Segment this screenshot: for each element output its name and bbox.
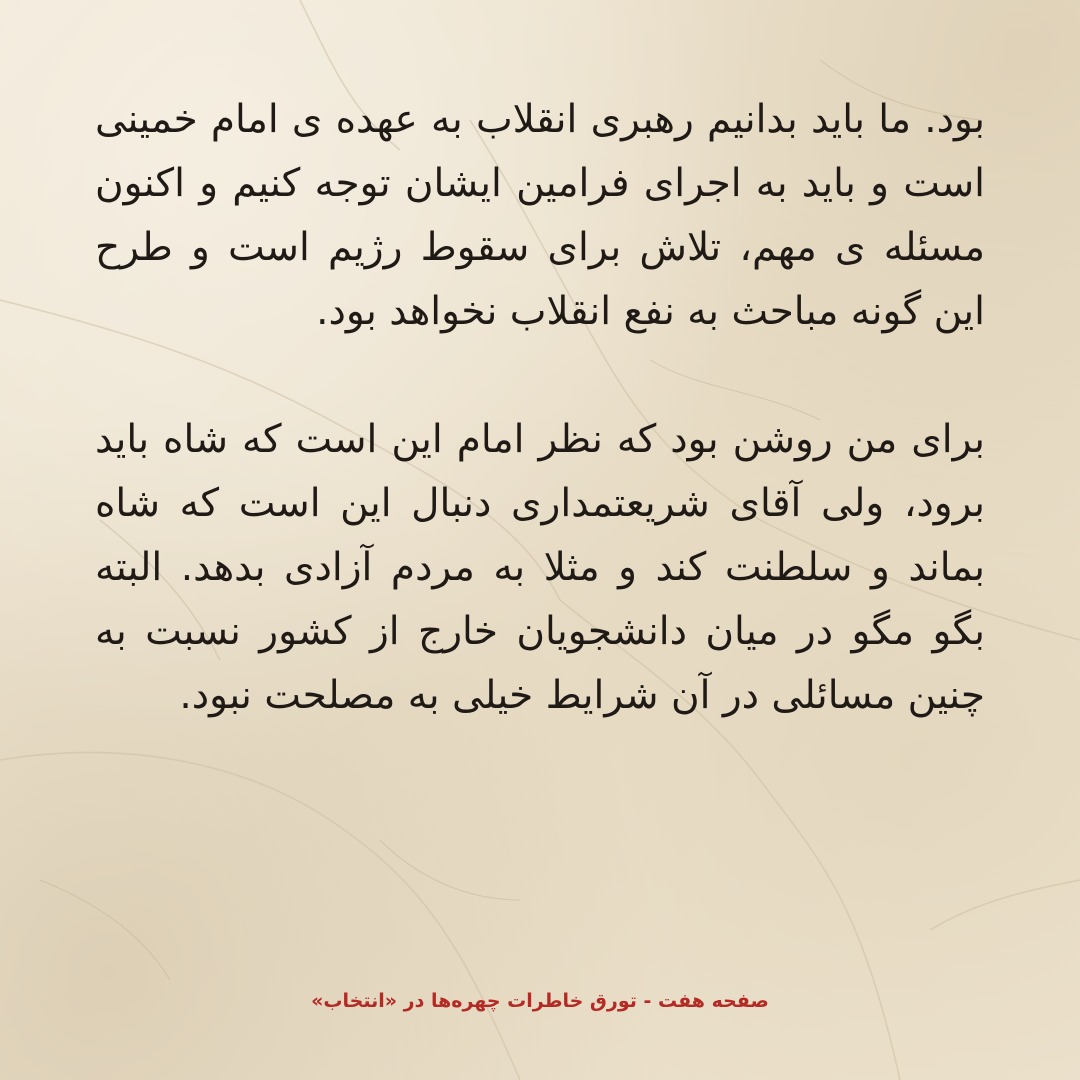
article-body [95, 88, 985, 728]
footer-caption: صفحه هفت - تورق خاطرات چهره‌ها در «انتخاب» [311, 990, 769, 1012]
paragraph-2: برای من روشن بود که نظر امام این است که شاه باید برود، ولی آقای شریعتمداری دنبال این است که شاه بماند و سلطنت کند و مثلا به مردم آزادی بدهد. البته بگو مگو در میان دانشجویان خارج از کشور نسبت به چنین مسائلی در آن شرایط خیلی به مصلحت نبود. [95, 417, 985, 718]
paragraph-1: بود. ما باید بدانیم رهبری انقلاب به عهده ی امام خمینی است و باید به اجرای فرامین ایشان توجه کنیم و اکنون مسئله ی مهم، تلاش برای سقوط رژیم است و طرح این گونه مباحث به نفع انقلاب نخواهد بود. [95, 97, 985, 334]
